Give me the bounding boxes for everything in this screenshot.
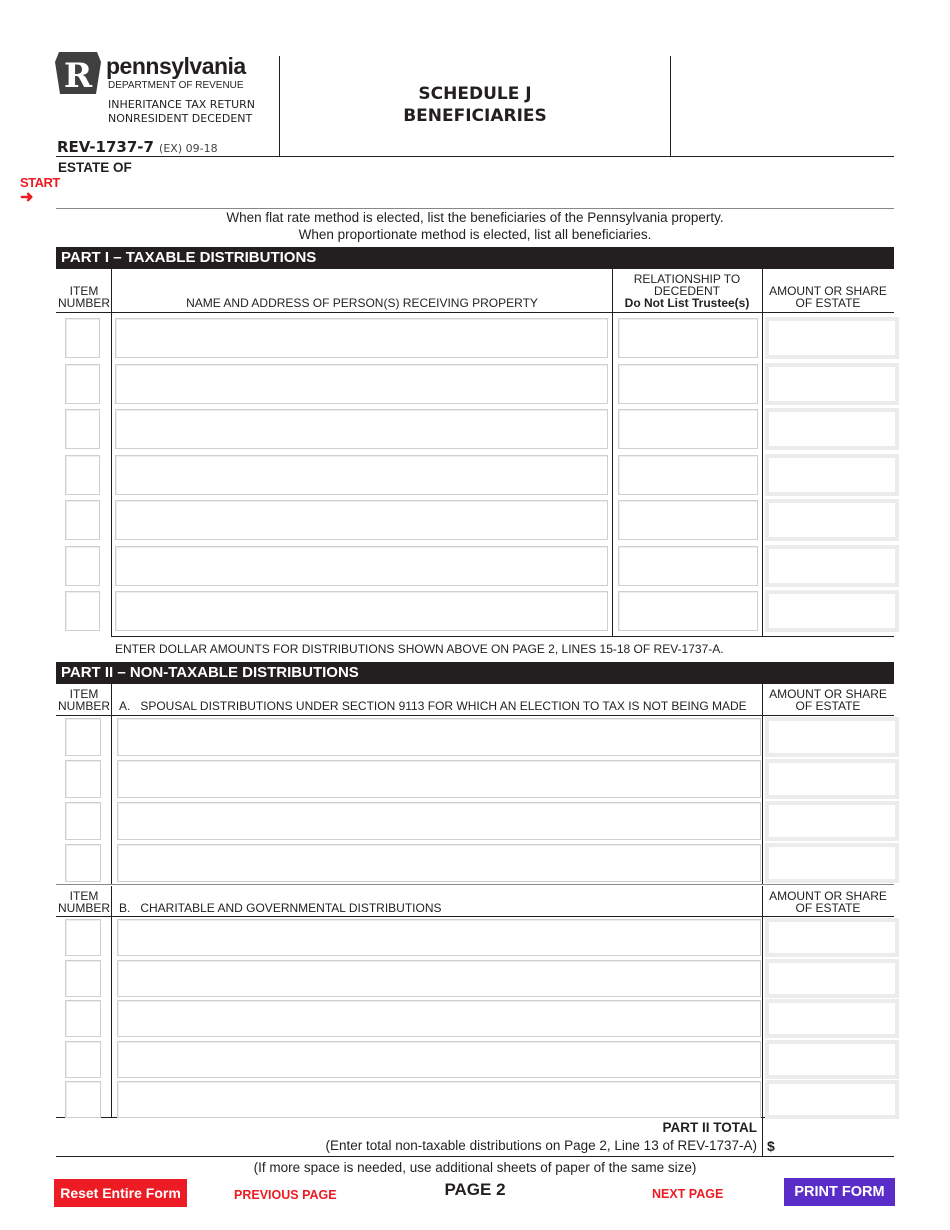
p2a-amount-field[interactable] bbox=[765, 843, 899, 883]
p1-name-address-field[interactable] bbox=[115, 318, 608, 358]
p1-col-amt: AMOUNT OR SHARE OF ESTATE bbox=[769, 284, 887, 310]
p2b-description-field[interactable] bbox=[117, 919, 761, 956]
p2b-description-field[interactable] bbox=[117, 960, 761, 997]
p2b-amount-field[interactable] bbox=[765, 1040, 899, 1079]
p2a-description-field[interactable] bbox=[117, 760, 761, 798]
p2b-amount-field[interactable] bbox=[765, 918, 899, 957]
start-label: START bbox=[20, 175, 60, 190]
part2-total-label: PART II TOTAL bbox=[662, 1120, 757, 1135]
p2a-item-number-field[interactable] bbox=[65, 844, 101, 882]
p2b-item-number-field[interactable] bbox=[65, 960, 101, 997]
part1-header: PART I – TAXABLE DISTRIBUTIONS bbox=[56, 247, 894, 269]
p1-col-item: ITEM NUMBER bbox=[57, 284, 110, 310]
part2-total-note: (Enter total non-taxable distributions on Page 2, Line 13 of REV-1737-A) bbox=[325, 1138, 757, 1153]
p1-relationship-field[interactable] bbox=[618, 409, 758, 449]
p1-item-number-field[interactable] bbox=[65, 364, 100, 404]
svg-text:R: R bbox=[63, 56, 93, 96]
p2a-description-field[interactable] bbox=[117, 718, 761, 756]
return-type-2: NONRESIDENT DECEDENT bbox=[108, 112, 253, 125]
p2a-label: A. SPOUSAL DISTRIBUTIONS UNDER SECTION 9113 FOR WHICH AN ELECTION TO TAX IS NOT BEING MADE bbox=[119, 699, 747, 713]
p1-amount-field[interactable] bbox=[765, 499, 899, 541]
p2b-description-field[interactable] bbox=[117, 1041, 761, 1078]
p1-item-number-field[interactable] bbox=[65, 500, 100, 540]
p2a-item-number-field[interactable] bbox=[65, 718, 101, 756]
p1-relationship-field[interactable] bbox=[618, 364, 758, 404]
p2a-item-number-field[interactable] bbox=[65, 802, 101, 840]
p1-amount-field[interactable] bbox=[765, 545, 899, 587]
p1-relationship-field[interactable] bbox=[618, 318, 758, 358]
p1-name-address-field[interactable] bbox=[115, 591, 608, 631]
p2a-amount-field[interactable] bbox=[765, 717, 899, 757]
p2b-amount-field[interactable] bbox=[765, 1080, 899, 1119]
p1-relationship-field[interactable] bbox=[618, 591, 758, 631]
p1-name-address-field[interactable] bbox=[115, 455, 608, 495]
page-number: PAGE 2 bbox=[444, 1180, 506, 1199]
p1-item-number-field[interactable] bbox=[65, 546, 100, 586]
p1-name-address-field[interactable] bbox=[115, 364, 608, 404]
p1-name-address-field[interactable] bbox=[115, 546, 608, 586]
keystone-logo bbox=[55, 50, 101, 96]
p2a-amount-field[interactable] bbox=[765, 759, 899, 799]
p2b-item-number-field[interactable] bbox=[65, 1041, 101, 1078]
dollar-sign: $ bbox=[767, 1138, 775, 1154]
estate-name-field[interactable] bbox=[140, 158, 894, 206]
p1-relationship-field[interactable] bbox=[618, 546, 758, 586]
p1-amount-field[interactable] bbox=[765, 590, 899, 632]
p1-relationship-field[interactable] bbox=[618, 455, 758, 495]
dept-name: DEPARTMENT OF REVENUE bbox=[108, 80, 244, 91]
previous-page-link[interactable]: PREVIOUS PAGE bbox=[234, 1188, 337, 1202]
p2b-amount-field[interactable] bbox=[765, 959, 899, 998]
p2a-col-amt: AMOUNT OR SHARE OF ESTATE bbox=[769, 687, 887, 713]
p1-amount-field[interactable] bbox=[765, 317, 899, 359]
p1-amount-field[interactable] bbox=[765, 454, 899, 496]
p2b-amount-field[interactable] bbox=[765, 999, 899, 1038]
p1-item-number-field[interactable] bbox=[65, 591, 100, 631]
more-space-note: (If more space is needed, use additional sheets of paper of the same size) bbox=[253, 1160, 697, 1175]
p1-amount-field[interactable] bbox=[765, 408, 899, 450]
p1-name-address-field[interactable] bbox=[115, 500, 608, 540]
p2a-item-number-field[interactable] bbox=[65, 760, 101, 798]
p2a-description-field[interactable] bbox=[117, 844, 761, 882]
p2b-description-field[interactable] bbox=[117, 1000, 761, 1037]
p2b-col-item: ITEM NUMBER bbox=[57, 889, 110, 915]
p2a-description-field[interactable] bbox=[117, 802, 761, 840]
part2-total-field[interactable] bbox=[780, 1134, 894, 1154]
reset-form-button[interactable]: Reset Entire Form bbox=[54, 1179, 187, 1207]
return-type-1: INHERITANCE TAX RETURN bbox=[108, 98, 255, 111]
schedule-title: SCHEDULE J BENEFICIARIES bbox=[403, 84, 547, 126]
p1-amount-field[interactable] bbox=[765, 363, 899, 405]
p2a-amount-field[interactable] bbox=[765, 801, 899, 841]
p2b-item-number-field[interactable] bbox=[65, 1081, 101, 1118]
p2b-col-amt: AMOUNT OR SHARE OF ESTATE bbox=[769, 889, 887, 915]
estate-of-label: ESTATE OF bbox=[58, 160, 132, 175]
intro-line-1: When flat rate method is elected, list the beneficiaries of the Pennsylvania property. bbox=[226, 210, 724, 225]
p2a-col-item: ITEM NUMBER bbox=[57, 687, 110, 713]
start-arrow-icon: ➜ bbox=[20, 189, 34, 206]
p1-item-number-field[interactable] bbox=[65, 455, 100, 495]
part1-note: ENTER DOLLAR AMOUNTS FOR DISTRIBUTIONS SHOWN ABOVE ON PAGE 2, LINES 15-18 OF REV-1737-A. bbox=[115, 642, 724, 656]
part2-header: PART II – NON-TAXABLE DISTRIBUTIONS bbox=[56, 662, 894, 684]
p1-item-number-field[interactable] bbox=[65, 318, 100, 358]
next-page-link[interactable]: NEXT PAGE bbox=[652, 1187, 724, 1201]
p1-col-rel: RELATIONSHIP TO DECEDENT Do Not List Trustee(s) bbox=[624, 272, 750, 310]
p2b-item-number-field[interactable] bbox=[65, 919, 101, 956]
p1-item-number-field[interactable] bbox=[65, 409, 100, 449]
intro-line-2: When proportionate method is elected, list all beneficiaries. bbox=[298, 227, 652, 242]
p2b-item-number-field[interactable] bbox=[65, 1000, 101, 1037]
p2b-label: B. CHARITABLE AND GOVERNMENTAL DISTRIBUTIONS bbox=[119, 901, 442, 915]
p1-col-name: NAME AND ADDRESS OF PERSON(S) RECEIVING PROPERTY bbox=[186, 296, 538, 310]
form-code: REV-1737-7 (EX) 09-18 bbox=[57, 138, 218, 156]
p1-name-address-field[interactable] bbox=[115, 409, 608, 449]
print-form-button[interactable]: PRINT FORM bbox=[784, 1178, 895, 1206]
p1-relationship-field[interactable] bbox=[618, 500, 758, 540]
p2b-description-field[interactable] bbox=[117, 1081, 761, 1118]
logo-wordmark: pennsylvania bbox=[106, 53, 246, 79]
